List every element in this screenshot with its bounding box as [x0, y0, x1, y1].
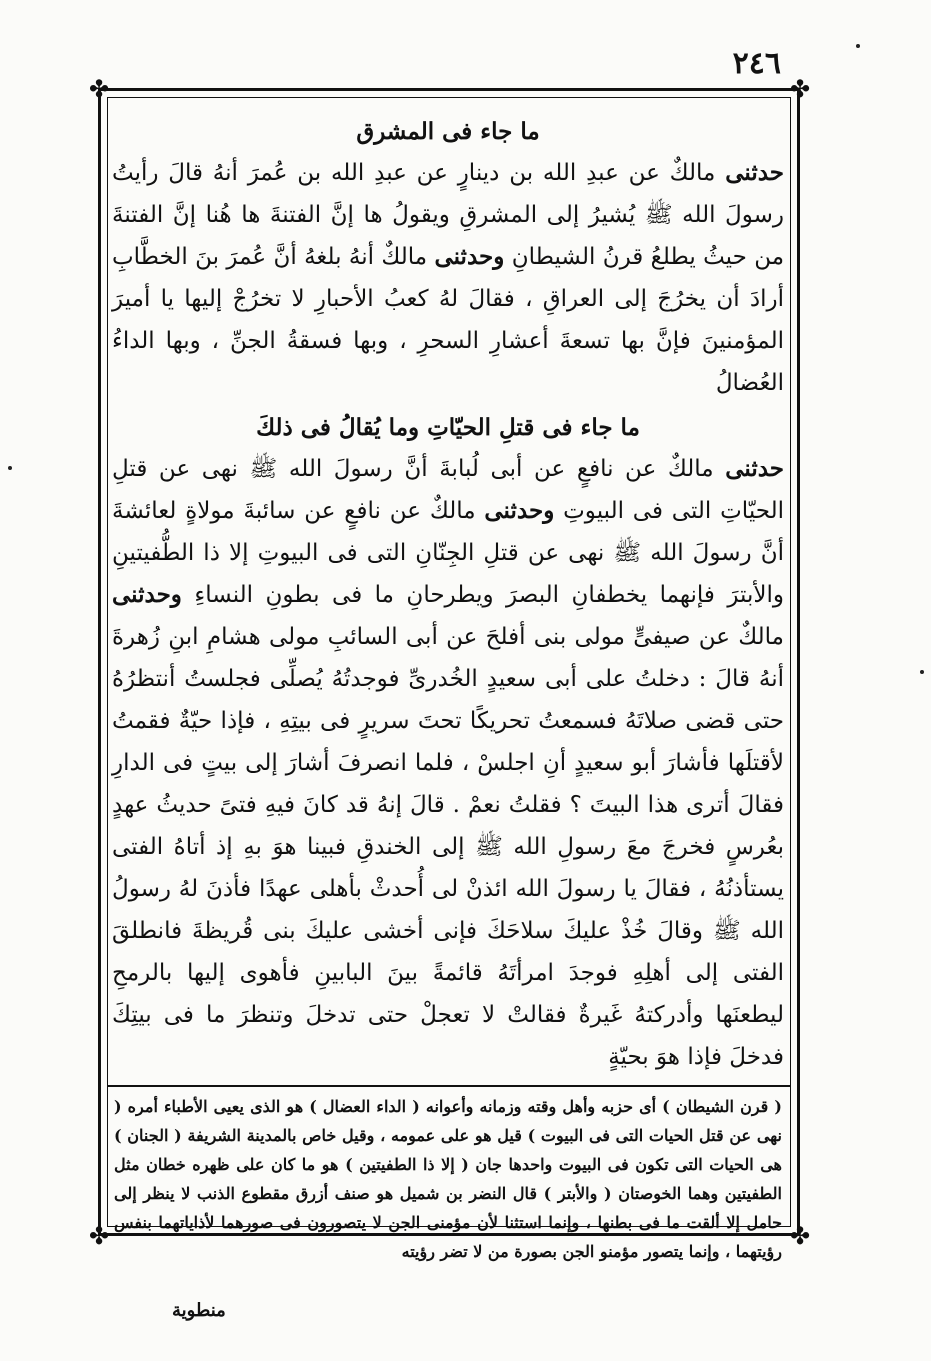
hadith-paragraph — [112, 448, 784, 1078]
paragraph-text: مالكٌ أنهُ بلغهُ أنَّ عُمرَ بنَ الخطَّابِ أرادَ أن يخرُجَ إلى العراقِ ، فقالَ لهُ كعبُ الأحبارِ لا تخرُجْ إليها يا أميرَ المؤمنينَ فإنَّ بها تسعةَ أعشارِ السحرِ ، وبها فسقةُ الجنِّ ، وبها الداءُ العُضالُ — [112, 244, 784, 396]
section-title: ما جاء فى قتلِ الحيّاتِ وما يُقالُ فى ذلكَ — [256, 414, 640, 441]
main-text — [112, 112, 784, 1078]
paragraph-lead: وحدثنى — [434, 243, 505, 270]
corner-ornament-bottom-left: ✤ — [88, 1222, 110, 1250]
corner-ornament-top-left: ✤ — [88, 75, 110, 103]
paragraph-text: مالكٌ عن عبدِ الله بن دينارٍ عن عبدِ الله بن عُمرَ أنهُ قالَ رأيتُ رسولَ الله ﷺ يُشيرُ إلى المشرقِ ويقولُ ها إنَّ الفتنةَ ها هُنا إنَّ الفتنةَ من حيثُ يطلعُ قرنُ الشيطانِ — [112, 160, 785, 270]
footer-label: منطوية — [172, 1300, 226, 1321]
paragraph-text: مالكٌ عن نافعٍ عن سائبةَ مولاةٍ لعائشةَ أنَّ رسولَ الله ﷺ نهى عن قتلِ الجِنّانِ التى فى البيوتِ إلا ذا الطُّفيتينِ والأبترَ فإنهما يخطفانِ البصرَ ويطرحانِ ما فى بطونِ النساءِ — [112, 498, 785, 608]
footnotes — [114, 1092, 782, 1266]
page-number: ٢٤٦ — [732, 46, 781, 81]
footnote-divider — [107, 1085, 791, 1087]
scan-speck — [8, 466, 12, 470]
paragraph-lead: حدثنى — [725, 455, 785, 482]
hadith-paragraph — [112, 152, 784, 404]
corner-ornament-bottom-right: ✤ — [789, 1222, 811, 1250]
paragraph-text: مالكٌ عن صيفىٍّ مولى بنى أفلحَ عن أبى السائبِ مولى هشامِ ابنِ زُهرةَ أنهُ قالَ : دخلتُ على أبى سعيدٍ الخُدرىِّ فوجدتُهُ يُصلِّى فجلستُ أنتظرُهُ حتى قضى صلاتَهُ فسمعتُ تحريكًا تحتَ سريرٍ فى بيتِهِ ، فإذا حيّةٌ فقمتُ لأقتلَها فأشارَ أبو سعيدٍ أنِ اجلسْ ، فلما انصرفَ أشارَ إلى بيتٍ فى الدارِ فقالَ أترى هذا البيتَ ؟ فقلتُ نعمْ . قالَ إنهُ قد كانَ فيهِ فتىً حديثُ عهدٍ بعُرسٍ فخرجَ معَ رسولِ الله ﷺ إلى الخندقِ فبينا هوَ بهِ إذ أتاهُ الفتى يستأذنُهُ ، فقالَ يا رسولَ الله ائذنْ لى أُحدثْ بأهلى عهدًا فأذنَ لهُ رسولُ الله ﷺ وقالَ خُذْ عليكَ سلاحَكَ فإنى أخشى عليكَ بنى قُريظةَ فانطلقَ الفتى إلى أهلِهِ فوجدَ امرأتَهُ قائمةً بينَ البابينِ فأهوى إليها بالرمحِ ليطعنَها وأدركتهُ غَيرةٌ فقالتْ لا تعجلْ حتى تدخلَ وتنظرَ ما فى بيتِكَ فدخلَ فإذا هوَ بحيّةٍ — [112, 624, 784, 1070]
footnote-text: ( قرن الشيطان ) أى حزبه وأهل وقته وزمانه وأعوانه ( الداء العضال ) هو الذى يعيى الأطباء أمره ( نهى عن قتل الحيات التى فى البيوت ) قيل هو على عمومه ، وقيل خاص بالمدينة الشريفة ( الجنان ) هى الحيات التى تكون فى البيوت واحدها جان ( إلا ذا الطفيتين ) هو ما كان على ظهره خطان مثل الطفيتين وهما الخوصتان ( والأبتر ) قال النضر بن شميل هو صنف أزرق مقطوع الذنب لا ينظر إلى حامل إلا ألقت ما فى بطنها ، وإنما استثنا لأن مؤمنى الجن لا يتصورون فى صورهما لأذاياتهما بنفس رؤيتهما ، وإنما يتصور مؤمنو الجن بصورة من لا تضر رؤيته — [114, 1097, 783, 1261]
section-title: ما جاء فى المشرق — [356, 118, 540, 145]
scan-speck — [856, 44, 860, 48]
corner-ornament-top-right: ✤ — [789, 75, 811, 103]
paragraph-lead: وحدثنى — [112, 581, 182, 608]
scan-speck — [920, 670, 924, 674]
paragraph-lead: وحدثنى — [484, 497, 555, 524]
paragraph-lead: حدثنى — [725, 159, 785, 186]
paragraph-text: مالكٌ عن نافعٍ عن أبى لُبابةَ أنَّ رسولَ الله ﷺ نهى عن قتلِ الحيّاتِ التى فى البيوتِ — [112, 456, 785, 524]
